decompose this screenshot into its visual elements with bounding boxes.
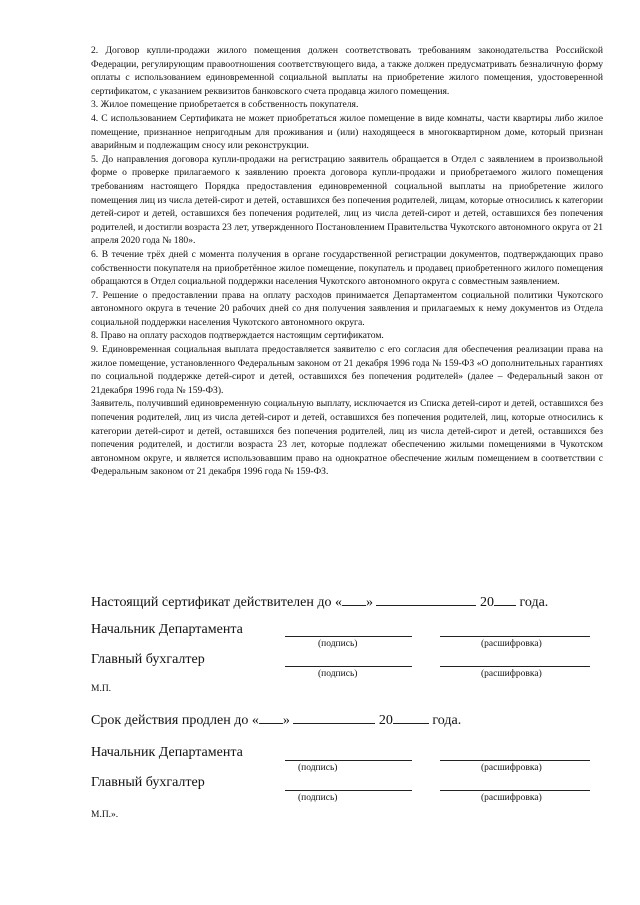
extension-prefix: Срок действия продлен до « [91,713,259,728]
sign-caption: (подпись) [318,639,358,649]
accountant-signature-line-2[interactable] [285,790,412,791]
sign-caption: (подпись) [298,763,338,773]
accountant-decode-line-1[interactable] [440,666,590,667]
head-decode-line-1[interactable] [440,636,590,637]
document-body [91,44,603,479]
head-decode-line-2[interactable] [440,760,590,761]
extension-line [91,711,461,729]
validity-prefix: Настоящий сертификат действителен до « [91,595,342,610]
paragraph-exclusion: Заявитель, получивший единовременную социальную выплату, исключается из Списка детей-сирот и детей, оставшихся без попечения родителей, лиц из числа детей-сирот и детей, оставшихся без попечения родителей, лиц, которые относились к категории детей-сирот и детей, оставшихся без попечения родителей, лиц из числа детей-сирот и детей, оставшихся без попечения родителей, и достигли возраста 23 лет, которые подлежат обеспечению жилыми помещениями в Чукотском автономном округе, и является использовавшим право на однократное обеспечение жилым помещением в соответствии с Федеральным законом от 21 декабря 1996 года № 159-ФЗ. [91,398,603,478]
extension-month-blank[interactable] [293,711,375,724]
paragraph-4: 4. С использованием Сертификата не может приобретаться жилое помещение в виде комнаты, части квартиры либо жилое помещение, признанное непригодным для проживания и (или) находящееся в многоквартирном доме, который признан аварийным и подлежащим сносу или реконструкции. [91,112,603,152]
accountant-label-2: Главный бухгалтер [91,775,205,790]
paragraph-7: 7. Решение о предоставлении права на оплату расходов принимается Департаментом социальной политики Чукотского автономного округа в течение 20 рабочих дней со дня получения заявления и прилагаемых к нему документов из Отдела социальной поддержки населения Чукотского автономного округа. [91,289,603,328]
head-signature-line-2[interactable] [285,760,412,761]
accountant-signature-line-1[interactable] [285,666,412,667]
accountant-label-1: Главный бухгалтер [91,652,205,667]
extension-day-blank[interactable] [259,711,283,724]
extension-quote: » [282,713,290,728]
extension-year-prefix: 20 [378,713,393,728]
extension-suffix: года. [432,713,462,728]
validity-day-blank[interactable] [342,593,366,606]
paragraph-8: 8. Право на оплату расходов подтверждается настоящим сертификатом. [91,330,384,342]
decode-caption: (расшифровка) [481,669,542,679]
sign-caption: (подпись) [318,669,358,679]
head-label-2: Начальник Департамента [91,745,243,760]
validity-year-blank[interactable] [494,593,516,606]
paragraph-6: 6. В течение трёх дней с момента получения в органе государственной регистрации документов, подтверждающих право собственности покупателя на приобретённое жилое помещение, покупатель и продавец приобретенного жилого помещения обращаются в Отдел социальной поддержки населения Чукотского автономного округа с совместным заявлением. [91,248,603,288]
stamp-place-2: М.П.». [91,810,119,820]
validity-suffix: года. [519,595,549,610]
validity-month-blank[interactable] [376,593,476,606]
head-signature-line-1[interactable] [285,636,412,637]
validity-year-prefix: 20 [479,595,494,610]
paragraph-9: 9. Единовременная социальная выплата предоставляется заявителю с его согласия для обеспечения реализации права на жилое помещение, установленного Федеральным законом от 21 декабря 1996 года № 159-ФЗ «О дополнительных гарантиях по социальной поддержке детей-сирот и детей, оставшихся без попечения родителей» (далее – Федеральный закон от 21декабря 1996 года № 159-ФЗ). [91,344,603,396]
certificate-validity-line [91,593,548,611]
decode-caption: (расшифровка) [481,793,542,803]
accountant-decode-line-2[interactable] [440,790,590,791]
stamp-place-1: М.П. [91,684,112,694]
validity-quote: » [365,595,373,610]
paragraph-5: 5. До направления договора купли-продажи на регистрацию заявитель обращается в Отдел с заявлением в произвольной форме о проверке прилагаемого к заявлению проекта договора купли-продажи и приобретаемого жилого помещения требованиям настоящего Порядка предоставления единовременной социальной выплаты на приобретение жилого помещения лиц из числа детей-сирот и детей, оставшихся без попечения родителей, лицам, которые относились к категории детей-сирот и детей, оставшихся без попечения родителей, лиц из числа детей-сирот и детей, оставшихся без попечения родителей, и достигли возраста 23 лет, утвержденного Постановлением Правительства Чукотского автономного округа от 21 апреля 2020 года № 180». [91,153,603,247]
decode-caption: (расшифровка) [481,763,542,773]
decode-caption: (расшифровка) [481,639,542,649]
head-label-1: Начальник Департамента [91,622,243,637]
extension-year-blank[interactable] [393,711,429,724]
sign-caption: (подпись) [298,793,338,803]
paragraph-3: 3. Жилое помещение приобретается в собственность покупателя. [91,99,359,111]
paragraph-2: 2. Договор купли-продажи жилого помещения должен соответствовать требованиям законодательства Российской Федерации, регулирующим правоотношения соответствующего вида, а также должен предусматривать безналичную форму оплаты с использованием единовременной социальной выплаты на приобретение жилого помещения, удостоверенной сертификатом, с указанием реквизитов банковского счета продавца жилого помещения. [91,45,603,97]
